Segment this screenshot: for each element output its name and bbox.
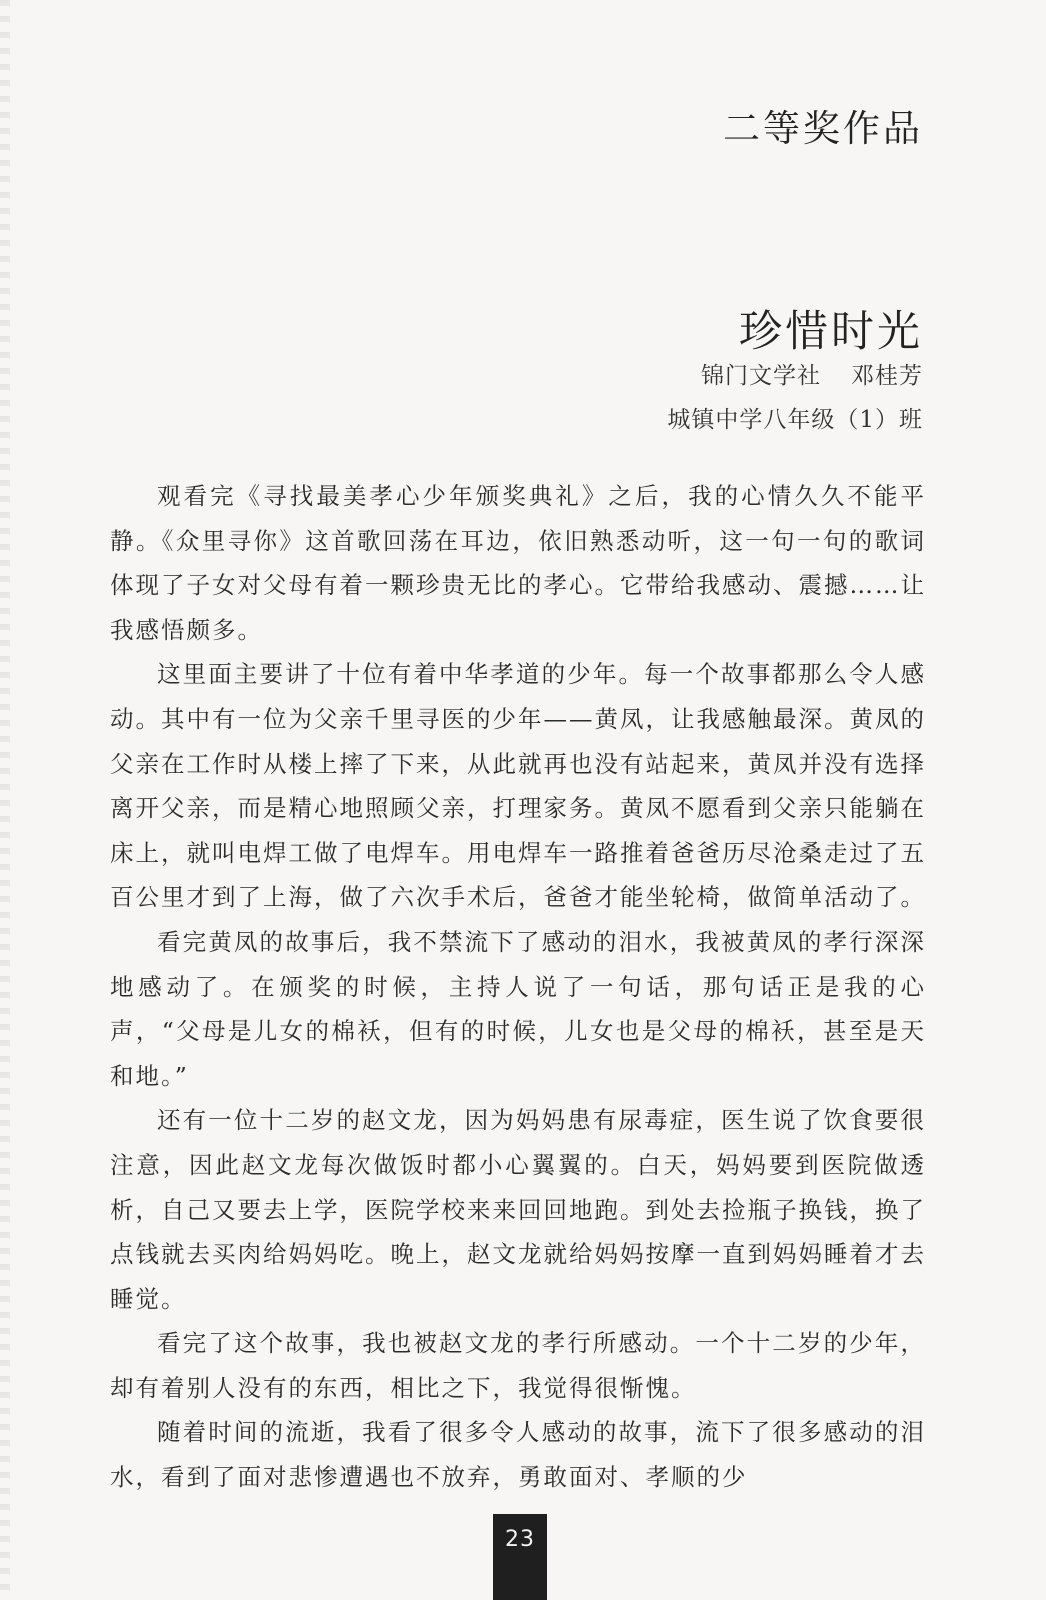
author-org: 锦门文学社 xyxy=(701,363,821,389)
author-name: 邓桂芳 xyxy=(851,363,923,389)
page-edge-texture xyxy=(0,0,10,1600)
section-title: 二等奖作品 xyxy=(723,107,923,150)
paragraph: 随着时间的流逝，我看了很多令人感动的故事，流下了很多感动的泪水，看到了面对悲惨遭遇也不放弃，勇敢面对、孝顺的少 xyxy=(110,1418,926,1492)
paragraph: 这里面主要讲了十位有着中华孝道的少年。每一个故事都那么令人感动。其中有一位为父亲千里寻医的少年——黄凤，让我感触最深。黄凤的父亲在工作时从楼上摔了下来，从此就再也没有站起来，黄凤并没有选择离开父亲，而是精心地照顾父亲，打理家务。黄凤不愿看到父亲只能躺在床上，就叫电焊工做了电焊车。用电焊车一路推着爸爸历尽沧桑走过了五百公里才到了上海，做了六次手术后，爸爸才能坐轮椅，做简单活动了。 xyxy=(110,660,926,912)
article-body xyxy=(110,474,926,1500)
paragraph: 看完了这个故事，我也被赵文龙的孝行所感动。一个十二岁的少年，却有着别人没有的东西，相比之下，我觉得很惭愧。 xyxy=(110,1329,926,1402)
paragraph: 看完黄凤的故事后，我不禁流下了感动的泪水，我被黄凤的孝行深深地感动了。在颁奖的时候，主持人说了一句话，那句话正是我的心声，“父母是儿女的棉袄，但有的时候，儿女也是父母的棉袄，甚至是天和地。” xyxy=(110,927,926,1090)
author-class: 城镇中学八年级（1）班 xyxy=(667,407,923,433)
page-number: 23 xyxy=(493,1514,547,1600)
essay-title: 珍惜时光 xyxy=(739,307,923,357)
byline xyxy=(667,354,923,442)
byline-line-1 xyxy=(667,354,923,398)
paragraph: 观看完《寻找最美孝心少年颁奖典礼》之后，我的心情久久不能平静。《众里寻你》这首歌回荡在耳边，依旧熟悉动听，这一句一句的歌词体现了子女对父母有着一颗珍贵无比的孝心。它带给我感动、震撼……让我感悟颇多。 xyxy=(110,482,926,644)
paragraph: 还有一位十二岁的赵文龙，因为妈妈患有尿毒症，医生说了饮食要很注意，因此赵文龙每次做饭时都小心翼翼的。白天，妈妈要到医院做透析，自己又要去上学，医院学校来来回回地跑。到处去捡瓶子换钱，换了点钱就去买肉给妈妈吃。晚上，赵文龙就给妈妈按摩一直到妈妈睡着才去睡觉。 xyxy=(110,1106,926,1313)
